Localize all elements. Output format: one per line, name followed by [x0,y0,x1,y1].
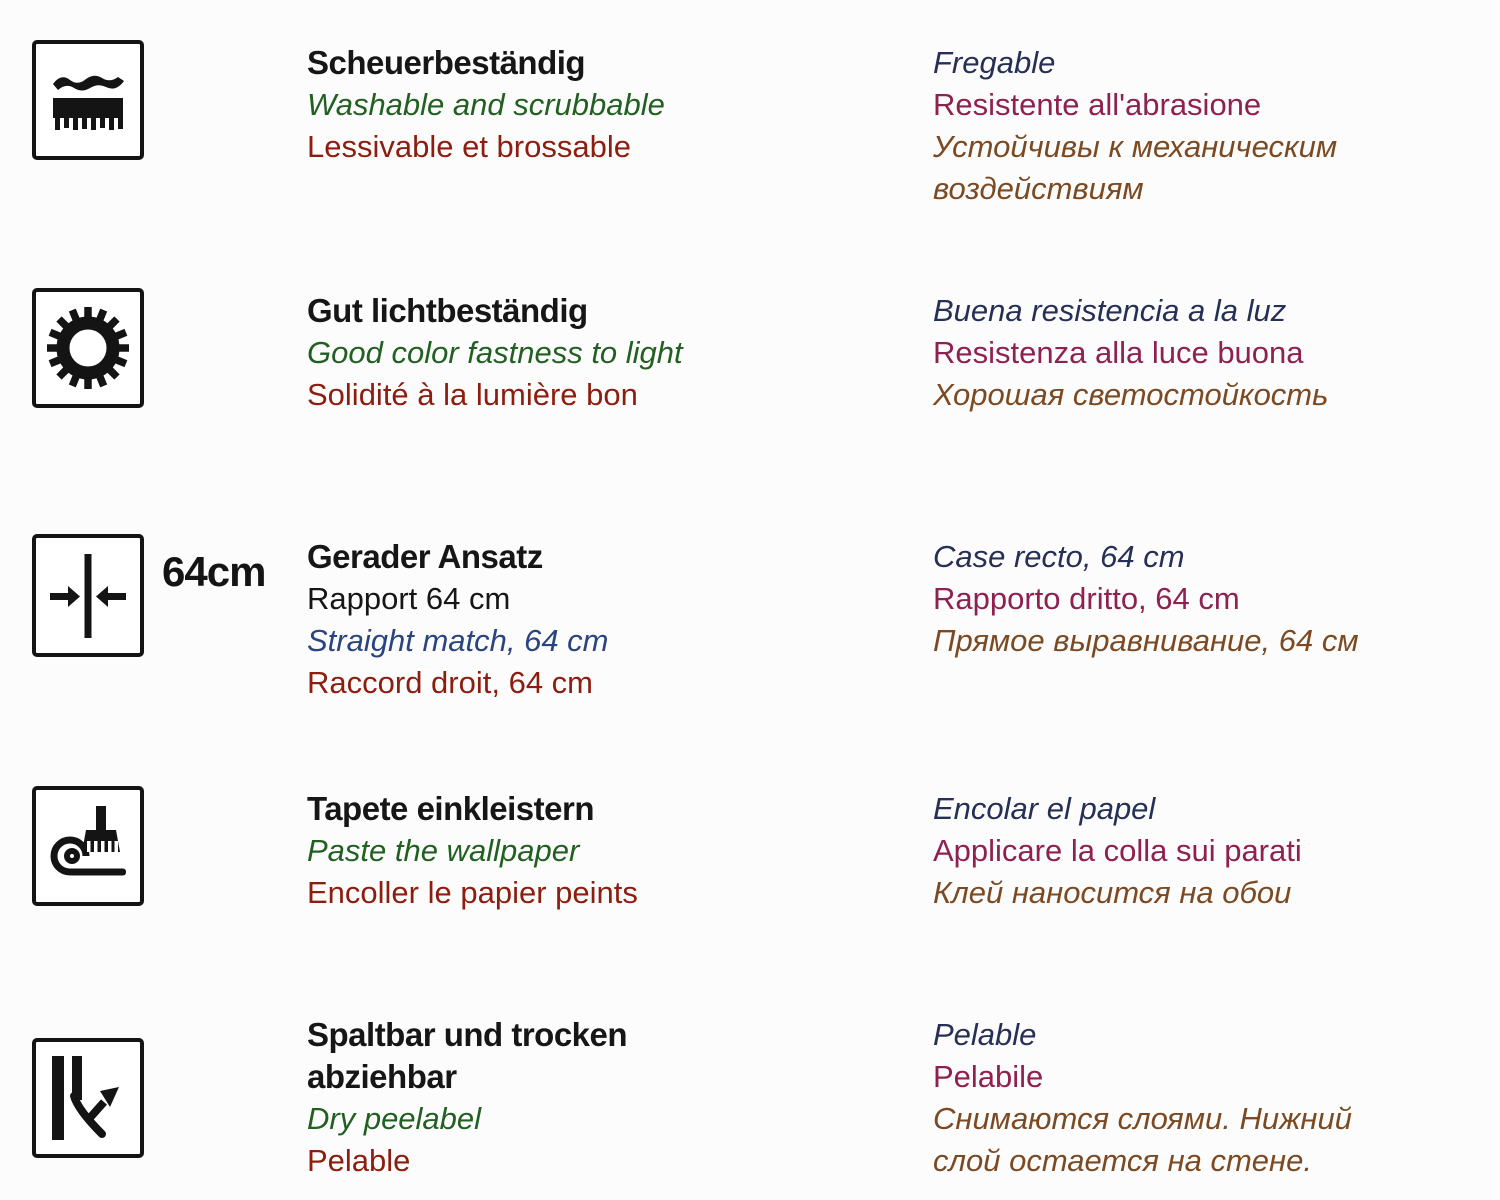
text-english: Dry peelabel [307,1101,482,1136]
right-column [933,40,1493,210]
middle-column [307,40,933,168]
paste-wallpaper-icon [32,786,144,906]
text-french: Solidité à la lumière bon [307,377,638,412]
symbol-row-dry-peelable [0,1012,1500,1182]
text-spanish: Case recto, 64 cm [933,539,1185,574]
dry-peelable-icon [32,1038,144,1158]
symbol-row-scrub-resistant [0,40,1500,210]
middle-column [307,288,933,416]
scrub-resistant-icon [32,40,144,160]
text-german-repeat: Rapport 64 cm [307,581,511,616]
text-russian: Снимаются слоями. Нижний слой остается на стене. [933,1101,1352,1178]
symbol-row-lightfast [0,288,1500,416]
icon-cell [0,40,307,160]
text-german: Gut lichtbeständig [307,292,588,329]
text-italian: Resistente all'abrasione [933,87,1262,122]
text-spanish: Buena resistencia a la luz [933,293,1287,328]
right-column [933,786,1493,914]
icon-cell [0,786,307,906]
right-column [933,1012,1493,1182]
text-russian: Хорошая светостойкость [933,377,1329,412]
text-spanish: Encolar el papel [933,791,1156,826]
text-russian: Устойчивы к механическим воздействиям [933,129,1338,206]
text-italian: Rapporto dritto, 64 cm [933,581,1240,616]
repeat-size-label: 64cm [162,548,266,595]
symbol-row-straight-match [0,534,1500,704]
straight-match-icon [32,534,144,657]
text-italian: Pelabile [933,1059,1044,1094]
right-column [933,534,1493,662]
middle-column [307,786,933,914]
text-german: Spaltbar und trocken abziehbar [307,1016,628,1095]
middle-column [307,534,933,704]
text-french: Pelable [307,1143,411,1178]
text-english: Good color fastness to light [307,335,683,370]
text-french: Lessivable et brossable [307,129,631,164]
middle-column [307,1012,933,1182]
icon-cell [0,288,307,408]
text-italian: Applicare la colla sui parati [933,833,1302,868]
text-german: Gerader Ansatz [307,538,543,575]
text-french: Raccord droit, 64 cm [307,665,593,700]
text-spanish: Pelable [933,1017,1037,1052]
text-russian: Клей наносится на обои [933,875,1292,910]
icon-cell [0,1012,307,1158]
text-german: Scheuerbeständig [307,44,586,81]
text-spanish: Fregable [933,45,1056,80]
icon-cell [0,534,307,657]
text-french: Encoller le papier peints [307,875,638,910]
symbol-row-paste-wallpaper [0,786,1500,914]
text-english: Paste the wallpaper [307,833,580,868]
text-italian: Resistenza alla luce buona [933,335,1304,370]
text-russian: Прямое выравнивание, 64 см [933,623,1359,658]
lightfast-sun-icon [32,288,144,408]
text-english: Straight match, 64 cm [307,623,609,658]
text-german: Tapete einkleistern [307,790,595,827]
text-english: Washable and scrubbable [307,87,665,122]
right-column [933,288,1493,416]
